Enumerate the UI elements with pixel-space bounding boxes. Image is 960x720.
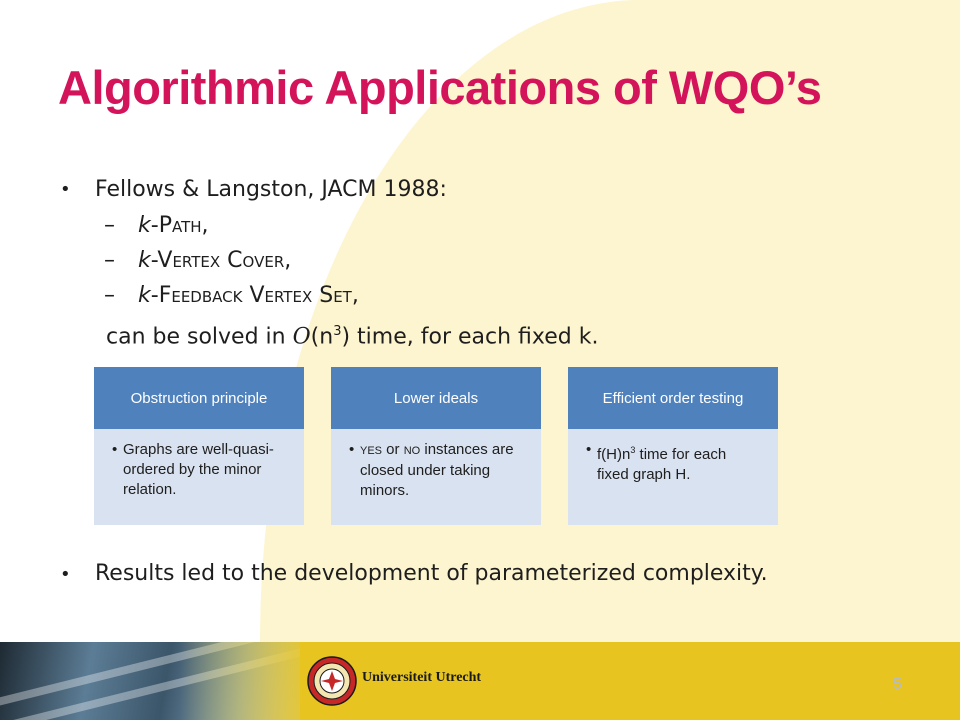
- card-body: [568, 429, 778, 525]
- big-o-symbol: O: [292, 324, 311, 350]
- bullet-dot: •: [349, 441, 355, 458]
- card-header: Efficient order testing: [568, 367, 778, 429]
- page-number: 5: [893, 676, 902, 693]
- sub-item-k-vertex-cover: – k-VERTEX COVER,: [104, 248, 292, 273]
- card-header: Lower ideals: [331, 367, 541, 429]
- footer-fade: [180, 642, 320, 720]
- dash: –: [104, 248, 115, 273]
- dash: –: [104, 213, 115, 238]
- card-text: YES or NO instances are closed under taking minors.: [360, 441, 514, 499]
- bullet-dot: •: [586, 441, 592, 458]
- slide-title: Algorithmic Applications of WQO’s: [58, 61, 822, 114]
- card-body: [331, 429, 541, 525]
- bullet-dot: •: [60, 179, 71, 200]
- card-lower-ideals: [331, 367, 541, 525]
- sub-item-k-path: – k-PATH,: [104, 213, 209, 238]
- dash: –: [104, 283, 115, 308]
- bullet-text: Fellows & Langston, JACM 1988:: [95, 177, 447, 202]
- bullet-dot: •: [60, 564, 71, 585]
- bullet-text: Results led to the development of parameterized complexity.: [95, 561, 768, 586]
- card-efficient-order-testing: [568, 367, 778, 525]
- university-name: Universiteit Utrecht: [362, 670, 482, 685]
- card-text: $f(H)n^3$ time for each fixed graph H.: [597, 445, 727, 483]
- bullet-dot: •: [112, 441, 118, 458]
- card-body: [94, 429, 304, 525]
- card-obstruction-principle: [94, 367, 304, 525]
- complexity-statement: can be solved in $O(n^3)$ time, for each fixed k.: [106, 324, 599, 350]
- sub-item-k-feedback-vertex-set: – k-FEEDBACK VERTEX SET,: [104, 283, 359, 308]
- card-text: Graphs are well-quasi-ordered by the minor relation.: [123, 441, 274, 498]
- university-seal-icon: [306, 655, 358, 707]
- card-header: Obstruction principle: [94, 367, 304, 429]
